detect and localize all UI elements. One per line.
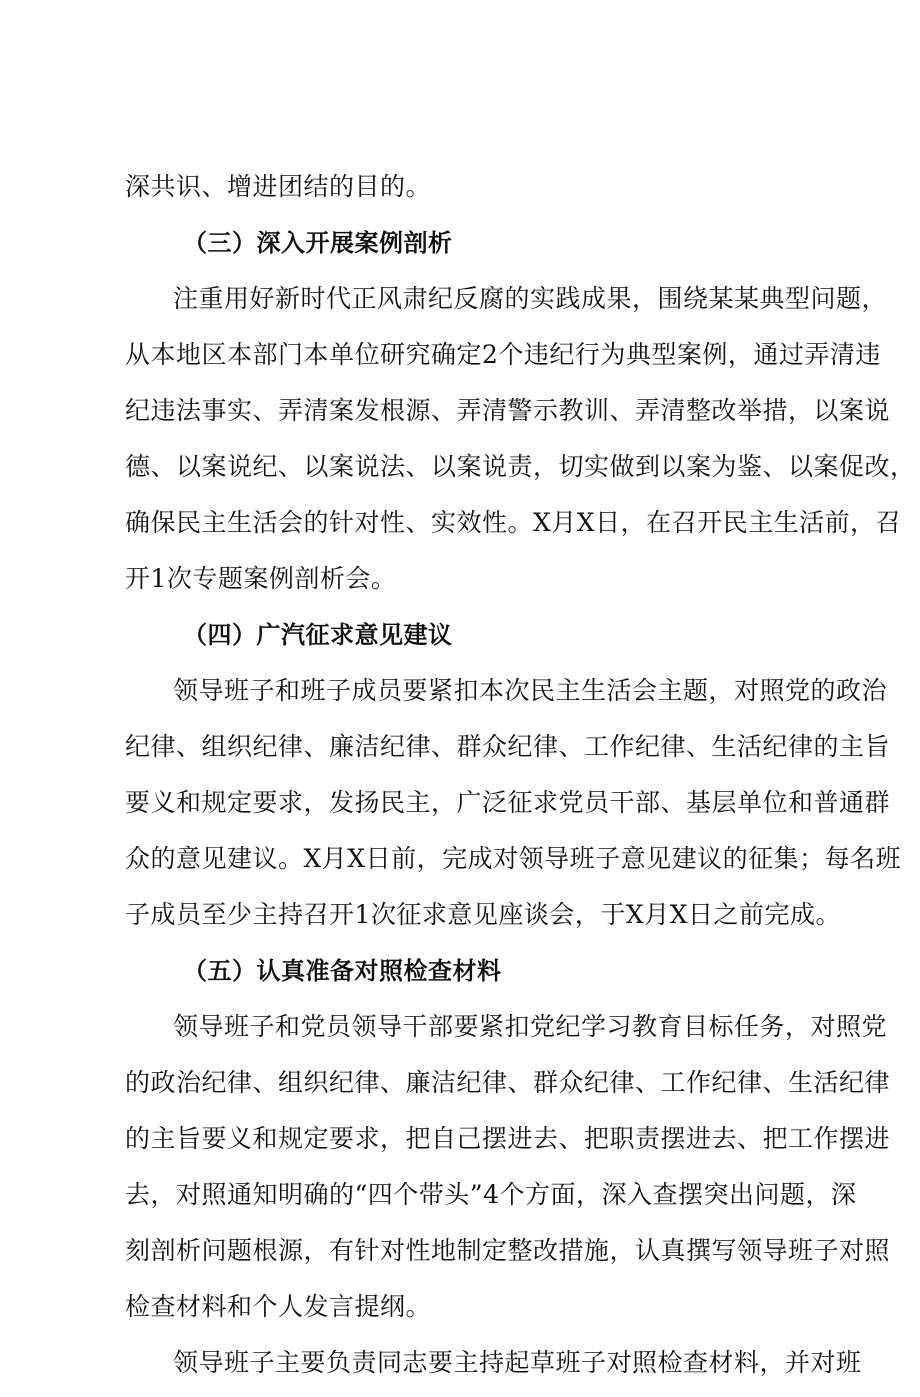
paragraph-line: 深共识、增进团结的目的。 <box>125 172 432 201</box>
paragraph-line: 纪律、组织纪律、廉洁纪律、群众纪律、工作纪律、生活纪律的主旨 <box>125 732 891 761</box>
paragraph-line: 检查材料和个人发言提纲。 <box>125 1292 432 1321</box>
paragraph-line: 要义和规定要求，发扬民主，广泛征求党员干部、基层单位和普通群 <box>125 788 891 817</box>
paragraph-line: 从本地区本部门本单位研究确定2个违纪行为典型案例，通过弄清违 <box>125 340 881 369</box>
document-body <box>125 165 916 1397</box>
paragraph-line: 领导班子和党员领导干部要紧扣党纪学习教育目标任务，对照党 <box>173 1012 888 1041</box>
paragraph-line: 去，对照通知明确的“四个带头”4个方面，深入查摆突出问题，深 <box>125 1180 857 1209</box>
paragraph-line: 的政治纪律、组织纪律、廉洁纪律、群众纪律、工作纪律、生活纪律 <box>125 1068 891 1097</box>
paragraph-line: 子成员至少主持召开1次征求意见座谈会，于X月X日之前完成。 <box>125 900 842 929</box>
paragraph-line: 注重用好新时代正风肃纪反腐的实践成果，围绕某某典型问题， <box>173 284 888 313</box>
paragraph-line: 德、以案说纪、以案说法、以案说责，切实做到以案为鉴、以案促改， <box>125 452 916 481</box>
paragraph-line: 领导班子主要负责同志要主持起草班子对照检查材料，并对班 <box>173 1348 862 1377</box>
paragraph-line: 刻剖析问题根源，有针对性地制定整改措施，认真撰写领导班子对照 <box>125 1236 891 1265</box>
paragraph-line: 纪违法事实、弄清案发根源、弄清警示教训、弄清整改举措，以案说 <box>125 396 891 425</box>
paragraph-line: 的主旨要义和规定要求，把自己摆进去、把职责摆进去、把工作摆进 <box>125 1124 891 1153</box>
paragraph-line: 众的意见建议。X月X日前，完成对领导班子意见建议的征集；每名班 <box>125 844 902 873</box>
paragraph-line: 确保民主生活会的针对性、实效性。X月X日，在召开民主生活前，召 <box>125 508 902 537</box>
section-heading-5: （五）认真准备对照检查材料 <box>183 957 502 985</box>
paragraph-line: 开1次专题案例剖析会。 <box>125 564 397 593</box>
section-heading-4: （四）广汽征求意见建议 <box>183 621 453 649</box>
section-heading-3: （三）深入开展案例剖析 <box>183 229 453 257</box>
paragraph-line: 领导班子和班子成员要紧扣本次民主生活会主题，对照党的政治 <box>173 676 888 705</box>
